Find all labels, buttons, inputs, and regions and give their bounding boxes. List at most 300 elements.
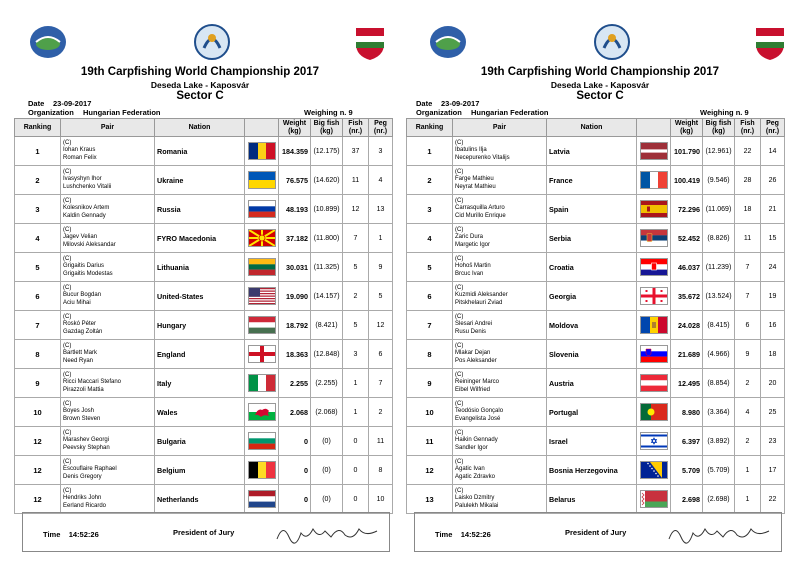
rank-cell: 7: [15, 311, 61, 340]
peg-cell: 6: [369, 340, 393, 369]
angler-1: Carrasquilla Arturo: [455, 205, 505, 212]
fish-count-cell: 5: [343, 311, 369, 340]
rank-cell: 3: [15, 195, 61, 224]
pair-cell: [453, 456, 547, 485]
angler-2: Cid Murillo Enrique: [455, 212, 506, 219]
angler-1: Bucur Bogdan: [63, 292, 102, 299]
peg-cell: 21: [761, 195, 785, 224]
nation-cell: England: [155, 340, 245, 369]
angler-2: Need Ryan: [63, 357, 94, 364]
flag-cell: [637, 311, 671, 340]
peg-cell: 18: [761, 340, 785, 369]
austria-flag-icon: [640, 374, 668, 392]
angler-2: Pirazzoli Mattia: [63, 386, 104, 393]
fish-count-cell: 1: [735, 456, 761, 485]
fish-count-cell: 3: [343, 340, 369, 369]
peg-cell: 12: [369, 311, 393, 340]
weight-cell: 0: [279, 456, 311, 485]
flag-cell: [245, 253, 279, 282]
angler-2: Palulekh Mikalai: [455, 502, 499, 509]
angler-2: Denis Gregory: [63, 473, 102, 480]
sector-title: Sector C: [576, 90, 624, 102]
captain-marker: (C): [455, 284, 464, 291]
fish-count-cell: 2: [343, 282, 369, 311]
pair-cell: [61, 224, 155, 253]
weight-cell: 24.028: [671, 311, 703, 340]
peg-cell: 22: [761, 485, 785, 514]
angler-2: Eerland Ricardo: [63, 502, 107, 509]
bigfish-cell: (8.854): [703, 369, 735, 398]
bigfish-cell: (11.325): [311, 253, 343, 282]
rank-cell: 5: [15, 253, 61, 282]
flag-cell: [245, 369, 279, 398]
captain-marker: (C): [63, 371, 72, 378]
bigfish-cell: (3.892): [703, 427, 735, 456]
angler-1: Ivasyshyn Ihor: [63, 176, 102, 183]
netherlands-flag-icon: [248, 490, 276, 508]
bigfish-cell: (11.239): [703, 253, 735, 282]
nation-cell: Belgium: [155, 456, 245, 485]
table-row: [407, 485, 785, 514]
date-label: Date: [416, 99, 433, 108]
angler-1: Bartlett Mark: [63, 350, 98, 357]
nation-cell: Ukraine: [155, 166, 245, 195]
pair-cell: [61, 398, 155, 427]
col-bigfish: Big fish (kg): [311, 119, 343, 137]
weight-cell: 37.182: [279, 224, 311, 253]
bigfish-cell: (8.826): [703, 224, 735, 253]
nation-cell: Wales: [155, 398, 245, 427]
jury-signature: [665, 519, 775, 547]
captain-marker: (C): [455, 371, 464, 378]
nation-cell: Georgia: [547, 282, 637, 311]
peg-cell: 5: [369, 282, 393, 311]
rank-cell: 6: [15, 282, 61, 311]
flag-cell: [245, 398, 279, 427]
col-ranking: Ranking: [407, 119, 453, 137]
captain-marker: (C): [455, 255, 464, 262]
england-flag-icon: [248, 345, 276, 363]
rank-cell: 4: [15, 224, 61, 253]
table-row: [407, 224, 785, 253]
angler-1: Farge Mathieu: [455, 176, 494, 183]
footer-box: [22, 512, 390, 552]
pair-cell: [453, 224, 547, 253]
fish-count-cell: 6: [735, 311, 761, 340]
venue: Deseda Lake - Kaposvár: [150, 80, 250, 90]
col-pair: Pair: [61, 119, 155, 137]
captain-marker: (C): [455, 458, 464, 465]
captain-marker: (C): [63, 313, 72, 320]
weight-cell: 8.980: [671, 398, 703, 427]
peg-cell: 24: [761, 253, 785, 282]
fish-count-cell: 28: [735, 166, 761, 195]
angler-2: Rusu Denis: [455, 328, 487, 335]
fish-count-cell: 2: [735, 427, 761, 456]
croatia-flag-icon: [640, 258, 668, 276]
weighing-number: Weighing n. 9: [304, 108, 353, 117]
time-value: 14:52:26: [460, 530, 491, 539]
results-body: [15, 137, 393, 514]
peg-cell: 10: [369, 485, 393, 514]
rank-cell: 11: [407, 427, 453, 456]
pair-cell: [453, 282, 547, 311]
table-row: [15, 311, 393, 340]
organization-label: Organization: [28, 108, 74, 117]
fish-count-cell: 7: [343, 224, 369, 253]
angler-1: Agatic Ivan: [455, 466, 485, 473]
nation-cell: FYRO Macedonia: [155, 224, 245, 253]
flag-cell: [637, 224, 671, 253]
nation-cell: Belarus: [547, 485, 637, 514]
results-body: [407, 137, 785, 514]
flag-cell: [245, 340, 279, 369]
flag-cell: [637, 398, 671, 427]
bigfish-cell: (4.966): [703, 340, 735, 369]
time-row: [435, 530, 491, 539]
angler-1: Mlakar Dejan: [455, 350, 491, 357]
pair-cell: [453, 485, 547, 514]
rank-cell: 12: [15, 456, 61, 485]
peg-cell: 9: [369, 253, 393, 282]
table-row: [407, 311, 785, 340]
captain-marker: (C): [63, 284, 72, 291]
table-row: [15, 340, 393, 369]
weight-cell: 19.090: [279, 282, 311, 311]
col-fish: Fish (nr.): [343, 119, 369, 137]
angler-1: Ricci Maccari Stefano: [63, 379, 122, 386]
pair-cell: [453, 166, 547, 195]
serbia-flag-icon: [640, 229, 668, 247]
captain-marker: (C): [455, 400, 464, 407]
romania-flag-icon: [248, 142, 276, 160]
table-row: [407, 369, 785, 398]
flag-cell: [245, 311, 279, 340]
bulgaria-flag-icon: [248, 432, 276, 450]
peg-cell: 3: [369, 137, 393, 166]
flag-cell: [637, 456, 671, 485]
rank-cell: 10: [407, 398, 453, 427]
bigfish-cell: (10.899): [311, 195, 343, 224]
fish-count-cell: 1: [343, 398, 369, 427]
angler-2: Gazdag Zoltán: [63, 328, 103, 335]
angler-1: Ibatulins Ilja: [455, 147, 487, 154]
captain-marker: (C): [63, 139, 72, 146]
carp-federation-logo: [428, 22, 468, 62]
table-row: [15, 137, 393, 166]
table-row: [407, 166, 785, 195]
flag-cell: [637, 427, 671, 456]
peg-cell: 26: [761, 166, 785, 195]
weight-cell: 2.068: [279, 398, 311, 427]
nation-cell: France: [547, 166, 637, 195]
organization-value: Hungarian Federation: [471, 108, 549, 117]
fish-count-cell: 9: [735, 340, 761, 369]
rank-cell: 9: [407, 369, 453, 398]
captain-marker: (C): [63, 197, 72, 204]
belarus-flag-icon: [640, 490, 668, 508]
fish-count-cell: 0: [343, 456, 369, 485]
results-table: [406, 118, 785, 514]
table-row: [15, 282, 393, 311]
championship-logo: [192, 22, 232, 62]
nation-cell: Italy: [155, 369, 245, 398]
flag-cell: [637, 253, 671, 282]
table-row: [407, 340, 785, 369]
pair-cell: [61, 311, 155, 340]
weight-cell: 0: [279, 427, 311, 456]
captain-marker: (C): [63, 168, 72, 175]
weight-cell: 35.672: [671, 282, 703, 311]
flag-cell: [637, 340, 671, 369]
flag-cell: [637, 369, 671, 398]
date-value: 23-09-2017: [441, 99, 480, 108]
angler-2: Necepurenko Vitalijs: [455, 154, 510, 161]
rank-cell: 1: [407, 137, 453, 166]
fish-count-cell: 7: [735, 282, 761, 311]
weight-cell: 48.193: [279, 195, 311, 224]
pair-cell: [453, 253, 547, 282]
bigfish-cell: (13.524): [703, 282, 735, 311]
flag-cell: [245, 137, 279, 166]
angler-1: Zaric Dura: [455, 234, 484, 241]
table-row: [407, 253, 785, 282]
weight-cell: 52.452: [671, 224, 703, 253]
nation-cell: Israel: [547, 427, 637, 456]
nation-cell: Bulgaria: [155, 427, 245, 456]
fish-count-cell: 12: [343, 195, 369, 224]
results-sheet-right: [400, 0, 800, 566]
pair-cell: [61, 485, 155, 514]
pair-cell: [453, 311, 547, 340]
flag-cell: [245, 166, 279, 195]
angler-1: Marashev Georgi: [63, 437, 110, 444]
bigfish-cell: (12.848): [311, 340, 343, 369]
captain-marker: (C): [63, 226, 72, 233]
nation-cell: Romania: [155, 137, 245, 166]
fish-count-cell: 1: [735, 485, 761, 514]
results-table: [14, 118, 393, 514]
peg-cell: 13: [369, 195, 393, 224]
president-of-jury-label: President of Jury: [565, 528, 627, 537]
angler-2: Pos Aleksander: [455, 357, 497, 364]
captain-marker: (C): [455, 487, 464, 494]
table-row: [407, 398, 785, 427]
time-value: 14:52:26: [68, 530, 99, 539]
hungary-federation-crest: [350, 22, 390, 62]
weight-cell: 46.037: [671, 253, 703, 282]
table-row: [15, 456, 393, 485]
angler-2: Eibel Wilfried: [455, 386, 491, 393]
hungary-flag-icon: [248, 316, 276, 334]
carp-federation-logo: [28, 22, 68, 62]
peg-cell: 8: [369, 456, 393, 485]
rank-cell: 10: [15, 398, 61, 427]
col-bigfish: Big fish (kg): [703, 119, 735, 137]
angler-2: Margetic Igor: [455, 241, 491, 248]
captain-marker: (C): [63, 255, 72, 262]
table-row: [15, 427, 393, 456]
angler-1: Slesari Andrei: [455, 321, 493, 328]
angler-2: Peevsky Stephan: [63, 444, 110, 451]
bigfish-cell: (0): [311, 456, 343, 485]
angler-1: Kolesnikov Artem: [63, 205, 110, 212]
israel-flag-icon: [640, 432, 668, 450]
weight-cell: 100.419: [671, 166, 703, 195]
pair-cell: [61, 137, 155, 166]
captain-marker: (C): [63, 400, 72, 407]
captain-marker: (C): [63, 429, 72, 436]
pair-cell: [61, 340, 155, 369]
table-row: [15, 253, 393, 282]
bigfish-cell: (8.421): [311, 311, 343, 340]
table-row: [407, 282, 785, 311]
bigfish-cell: (2.255): [311, 369, 343, 398]
angler-1: Laisko Dzmitry: [455, 495, 495, 502]
rank-cell: 2: [407, 166, 453, 195]
col-peg: Peg (nr.): [761, 119, 785, 137]
bigfish-cell: (11.069): [703, 195, 735, 224]
fish-count-cell: 37: [343, 137, 369, 166]
portugal-flag-icon: [640, 403, 668, 421]
captain-marker: (C): [455, 168, 464, 175]
pair-cell: [453, 369, 547, 398]
pair-cell: [453, 427, 547, 456]
table-header-row: [407, 119, 785, 137]
organization-value: Hungarian Federation: [83, 108, 161, 117]
nation-cell: Spain: [547, 195, 637, 224]
angler-1: Teodósio Gonçalo: [455, 408, 504, 415]
angler-1: Jagev Velian: [63, 234, 98, 241]
russia-flag-icon: [248, 200, 276, 218]
rank-cell: 8: [407, 340, 453, 369]
bigfish-cell: (0): [311, 427, 343, 456]
table-row: [407, 137, 785, 166]
pair-cell: [61, 456, 155, 485]
rank-cell: 13: [407, 485, 453, 514]
angler-2: Sandler Igor: [455, 444, 488, 451]
weight-cell: 18.363: [279, 340, 311, 369]
bigfish-cell: (12.961): [703, 137, 735, 166]
usa-flag-icon: [248, 287, 276, 305]
nation-cell: Croatia: [547, 253, 637, 282]
flag-cell: [637, 137, 671, 166]
weight-cell: 21.689: [671, 340, 703, 369]
nation-cell: Lithuania: [155, 253, 245, 282]
nation-cell: Serbia: [547, 224, 637, 253]
pair-cell: [61, 253, 155, 282]
table-row: [407, 195, 785, 224]
bigfish-cell: (3.364): [703, 398, 735, 427]
bigfish-cell: (9.546): [703, 166, 735, 195]
angler-1: Hendriks John: [63, 495, 102, 502]
table-row: [407, 456, 785, 485]
bigfish-cell: (5.709): [703, 456, 735, 485]
fish-count-cell: 0: [343, 485, 369, 514]
macedonia-flag-icon: [248, 229, 276, 247]
nation-cell: Latvia: [547, 137, 637, 166]
ukraine-flag-icon: [248, 171, 276, 189]
rank-cell: 8: [15, 340, 61, 369]
italy-flag-icon: [248, 374, 276, 392]
peg-cell: 16: [761, 311, 785, 340]
weight-cell: 12.495: [671, 369, 703, 398]
bigfish-cell: (12.175): [311, 137, 343, 166]
angler-1: Hohoš Martin: [455, 263, 491, 270]
rank-cell: 7: [407, 311, 453, 340]
venue: Deseda Lake - Kaposvár: [550, 80, 650, 90]
table-row: [15, 485, 393, 514]
fish-count-cell: 11: [343, 166, 369, 195]
bigfish-cell: (2.068): [311, 398, 343, 427]
flag-cell: [637, 282, 671, 311]
nation-cell: Russia: [155, 195, 245, 224]
pair-cell: [61, 166, 155, 195]
fish-count-cell: 11: [735, 224, 761, 253]
angler-2: Pitskhelauri Zviad: [455, 299, 503, 306]
captain-marker: (C): [63, 458, 72, 465]
peg-cell: 23: [761, 427, 785, 456]
col-flag: [637, 119, 671, 137]
captain-marker: (C): [455, 313, 464, 320]
rank-cell: 3: [407, 195, 453, 224]
time-label: Time: [43, 530, 61, 539]
rank-cell: 9: [15, 369, 61, 398]
weight-cell: 5.709: [671, 456, 703, 485]
captain-marker: (C): [455, 342, 464, 349]
fish-count-cell: 5: [343, 253, 369, 282]
pair-cell: [453, 195, 547, 224]
angler-2: Milovski Aleksandar: [63, 241, 116, 248]
col-weight: Weight (kg): [671, 119, 703, 137]
angler-1: Iohan Kraus: [63, 147, 96, 154]
col-weight: Weight (kg): [279, 119, 311, 137]
angler-2: Brown Steven: [63, 415, 101, 422]
lithuania-flag-icon: [248, 258, 276, 276]
captain-marker: (C): [455, 429, 464, 436]
flag-cell: [245, 485, 279, 514]
flag-cell: [637, 485, 671, 514]
bigfish-cell: (0): [311, 485, 343, 514]
championship-logo: [592, 22, 632, 62]
nation-cell: United-States: [155, 282, 245, 311]
fish-count-cell: 18: [735, 195, 761, 224]
col-peg: Peg (nr.): [369, 119, 393, 137]
hungary-federation-crest: [750, 22, 790, 62]
slovenia-flag-icon: [640, 345, 668, 363]
captain-marker: (C): [455, 139, 464, 146]
weight-cell: 76.575: [279, 166, 311, 195]
col-flag: [245, 119, 279, 137]
table-row: [15, 166, 393, 195]
georgia-flag-icon: [640, 287, 668, 305]
fish-count-cell: 22: [735, 137, 761, 166]
pair-cell: [61, 369, 155, 398]
table-row: [15, 224, 393, 253]
peg-cell: 14: [761, 137, 785, 166]
angler-1: Haikin Gennady: [455, 437, 498, 444]
rank-cell: 2: [15, 166, 61, 195]
table-row: [15, 369, 393, 398]
latvia-flag-icon: [640, 142, 668, 160]
peg-cell: 11: [369, 427, 393, 456]
peg-cell: 4: [369, 166, 393, 195]
championship-title: 19th Carpfishing World Championship 2017: [80, 66, 320, 78]
angler-1: Grigaitis Darius: [63, 263, 105, 270]
weight-cell: 0: [279, 485, 311, 514]
belgium-flag-icon: [248, 461, 276, 479]
flag-cell: [245, 282, 279, 311]
